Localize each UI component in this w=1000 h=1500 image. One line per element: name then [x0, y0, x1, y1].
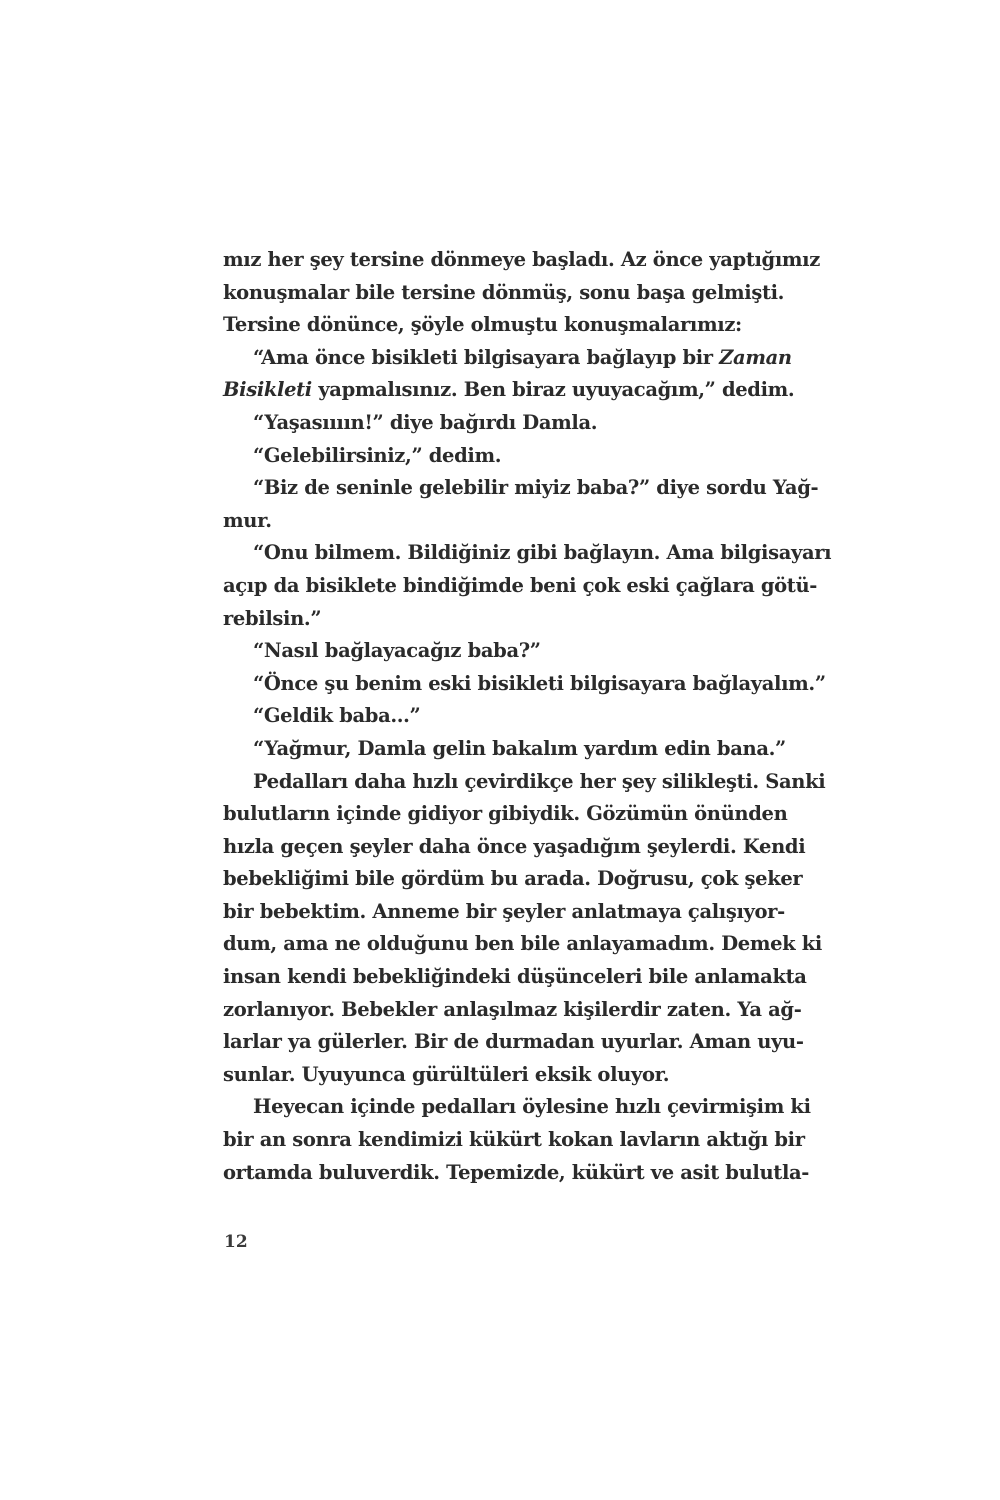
- text-line: “Biz de seninle gelebilir miyiz baba?” diye sordu Yağ-: [253, 476, 819, 500]
- text-line: Heyecan içinde pedalları öylesine hızlı çevirmişim ki: [253, 1095, 811, 1119]
- text-line: rebilsin.”: [223, 606, 322, 630]
- text-line: bir an sonra kendimizi kükürt kokan lavların aktığı bir: [223, 1128, 805, 1152]
- text-line: sunlar. Uyuyunca gürültüleri eksik oluyor.: [223, 1062, 670, 1086]
- text-line: “Geldik baba…”: [253, 704, 421, 728]
- text-line: “Yağmur, Damla gelin bakalım yardım edin bana.”: [253, 736, 786, 760]
- page-number: 12: [224, 1232, 248, 1252]
- text-line: bulutların içinde gidiyor gibiydik. Gözümün önünden: [223, 802, 788, 826]
- text-line: “Yaşasıııın!” diye bağırdı Damla.: [253, 410, 598, 434]
- text-line: Tersine dönünce, şöyle olmuştu konuşmalarımız:: [223, 313, 742, 337]
- text-line: larlar ya gülerler. Bir de durmadan uyurlar. Aman uyu-: [223, 1030, 804, 1054]
- text-line: [223, 342, 792, 375]
- text-line: zorlanıyor. Bebekler anlaşılmaz kişilerdir zaten. Ya ağ-: [223, 997, 802, 1021]
- text-line: “Gelebilirsiniz,” dedim.: [253, 443, 502, 467]
- text-line: konuşmalar bile tersine dönmüş, sonu başa gelmişti.: [223, 280, 785, 304]
- text-line: bebekliğimi bile gördüm bu arada. Doğrusu, çok şeker: [223, 867, 803, 891]
- text-line: ortamda buluverdik. Tepemizde, kükürt ve asit bulutla-: [223, 1160, 810, 1184]
- text-line: “Nasıl bağlayacağız baba?”: [253, 639, 541, 663]
- book-page-body: [223, 244, 832, 1189]
- italic-title-run: Zaman: [719, 345, 792, 369]
- text-line: [223, 374, 795, 407]
- text-line: mur.: [223, 508, 272, 532]
- text-run: “Ama önce bisikleti bilgisayara bağlayıp bir: [253, 345, 720, 369]
- text-line: “Onu bilmem. Bildiğiniz gibi bağlayın. Ama bilgisayarı: [253, 541, 832, 565]
- text-line: “Önce şu benim eski bisikleti bilgisayara bağlayalım.”: [253, 671, 826, 695]
- text-line: Pedalları daha hızlı çevirdikçe her şey silikleşti. Sanki: [253, 769, 826, 793]
- text-line: insan kendi bebekliğindeki düşünceleri bile anlamakta: [223, 965, 807, 989]
- text-line: dum, ama ne olduğunu ben bile anlayamadım. Demek ki: [223, 932, 822, 956]
- text-run: yapmalısınız. Ben biraz uyuyacağım,” dedim.: [311, 378, 795, 402]
- text-line: hızla geçen şeyler daha önce yaşadığım şeylerdi. Kendi: [223, 834, 806, 858]
- text-line: açıp da bisiklete bindiğimde beni çok eski çağlara götü-: [223, 573, 818, 597]
- text-line: mız her şey tersine dönmeye başladı. Az önce yaptığımız: [223, 248, 820, 271]
- text-line: bir bebektim. Anneme bir şeyler anlatmaya çalışıyor-: [223, 899, 785, 923]
- italic-title-run: Bisikleti: [223, 378, 312, 402]
